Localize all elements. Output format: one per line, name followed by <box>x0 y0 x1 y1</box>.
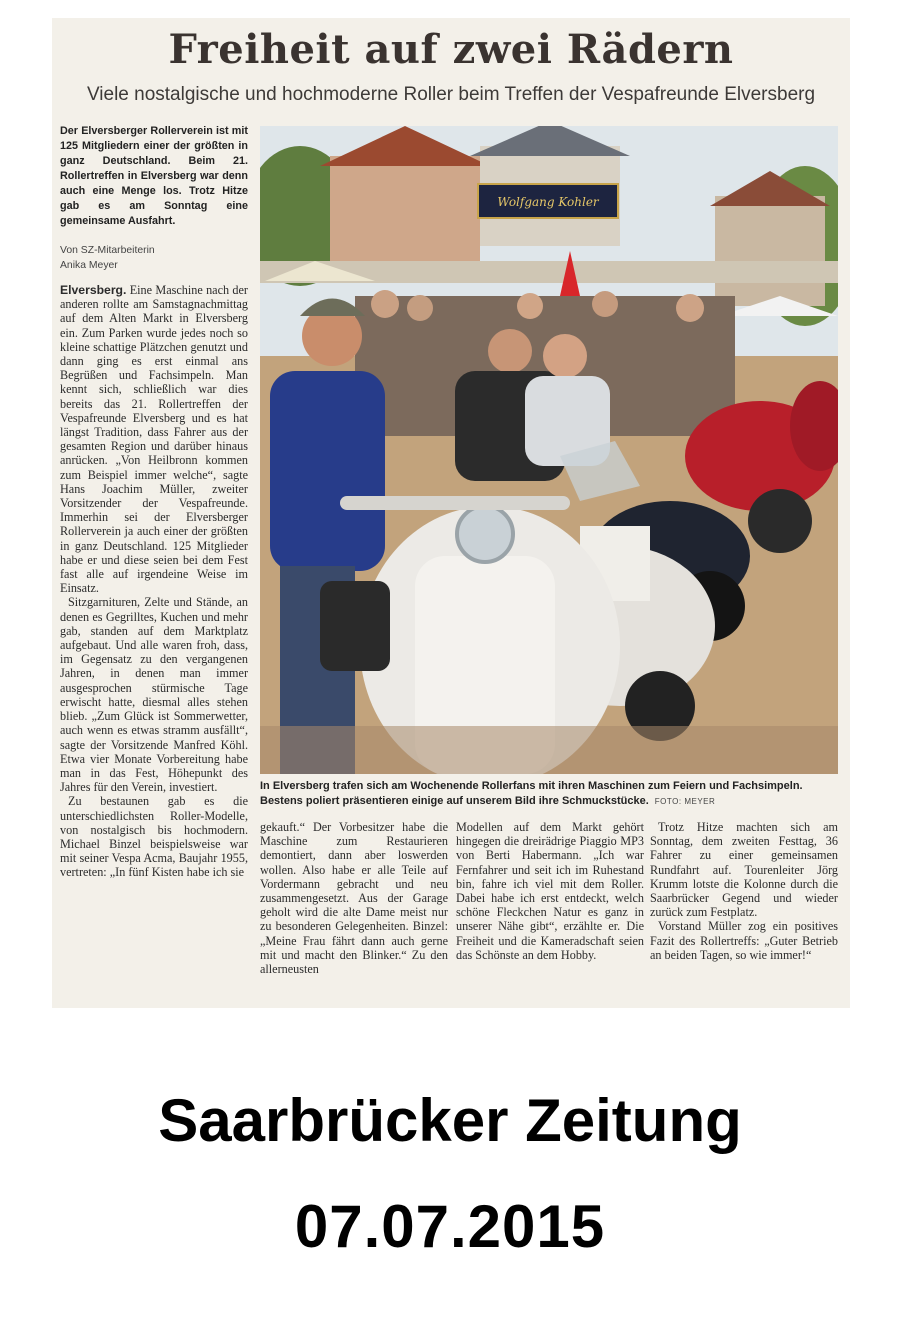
article-lead: Der Elversberger Rollerverein ist mit 125 Mitgliedern einer der größten in ganz Deutschland. Beim 21. Rollertreffen in Elversberg war denn auch eine Menge los. Trotz Hitze gab es am Sonntag eine gemeinsame Ausfahrt. <box>60 125 248 227</box>
photo-vespa-topcase <box>320 581 390 671</box>
photo-shadow <box>260 726 838 774</box>
photo-person-head <box>517 293 543 319</box>
photo-man-head <box>543 334 587 378</box>
photo-person-head <box>676 294 704 322</box>
photo-building-1 <box>330 156 480 266</box>
body-paragraph-col2: gekauft.“ Der Vorbesitzer habe die Maschine zum Restaurieren demontiert, dann aber loswerden wollen. Also habe er alle Teile auf Vordermann gebracht und neu zusammengesetzt. Aus der Garage geholt wird die alte Dame meist nur zu besonderen Gelegenheiten. Binzel: „Meine Frau fährt dann auch gerne mit und macht den Blinker.“ Zu den allerneusten <box>260 820 448 977</box>
dateline-place: Elversberg. <box>60 283 127 297</box>
body-paragraph-col4-2: Vorstand Müller zog ein positives Fazit des Rollertreffs: „Guter Betrieb an beiden Tagen, so wie immer!“ <box>650 919 838 962</box>
photo-vespa-handlebar <box>340 496 570 510</box>
photo-illustration <box>260 126 838 774</box>
photo-banner-text: Wolfgang Kohler <box>497 195 599 209</box>
article-column-4 <box>650 820 838 962</box>
article-subheadline: Viele nostalgische und hochmoderne Roller beim Treffen der Vespafreunde Elversberg <box>86 84 816 105</box>
photo-person-head <box>592 291 618 317</box>
body-paragraph-3: Zu bestaunen gab es die unterschiedlichsten Roller-Modelle, von nostalgisch bis hochmodern. Michael Binzel beispielsweise war mit seiner Vespa Acma, Baujahr 1955, vertreten: „In fünf Kisten habe ich sie <box>60 794 248 880</box>
photo-caption <box>260 779 840 809</box>
photo-vespa-headlight <box>457 506 513 562</box>
publication-date: 07.07.2015 <box>294 1193 606 1260</box>
photo-caption-text: In Elversberg trafen sich am Wochenende Rollerfans mit ihren Maschinen zum Feiern und Fachsimpeln. Bestens poliert präsentieren einige auf unserem Bild ihre Schmuckstücke. <box>260 780 803 807</box>
byline-line-1: Von SZ-Mitarbeiterin <box>60 245 155 256</box>
newspaper-name: Saarbrücker Zeitung <box>158 1087 742 1154</box>
article-column-1 <box>60 124 248 880</box>
photo-scooter-wheel <box>748 489 812 553</box>
byline-author: Anika Meyer <box>60 260 118 271</box>
photo-man-head <box>488 329 532 373</box>
body-paragraph-col3: Modellen auf dem Markt gehört hingegen die dreirädrige Piaggio MP3 von Berti Habermann. „Ich war Fernfahrer und seit ich im Ruhestand bin, fahre ich viel mit dem Roller. Dabei habe ich erst entdeckt, welch schöne Fleckchen Natur es ganz in unserer Nähe gibt“, erzählte er. Die Freiheit und die Kameradschaft seien das Schönste an dem Hobby. <box>456 820 644 962</box>
photo-man-left-shirt <box>270 371 385 571</box>
body-paragraph-1 <box>60 283 248 595</box>
photo-person-head <box>371 290 399 318</box>
article-column-3 <box>456 820 644 962</box>
body-paragraph-col4-1: Trotz Hitze machten sich am Sonntag, dem zweiten Festtag, 36 Fahrer zu einer gemeinsamen Rundfahrt auf. Tourenleiter Jörg Krumm lotste die Kolonne durch die Saarbrücker Gegend und wieder zurück zum Festplatz. <box>650 820 838 920</box>
photo-building-3 <box>715 196 825 306</box>
article-headline: Freiheit auf zwei Rädern <box>168 26 734 73</box>
photo-person-head <box>407 295 433 321</box>
article-byline <box>60 243 248 273</box>
body-paragraph-1-text: Eine Maschine nach der anderen rollte am Samstagnachmittag auf dem Alten Markt in Elversberg ein. Zum Parken wurde jedes noch so kleine schattige Plätzchen genutzt und dann ging es erst einmal ans Begrüßen und Fachsimpeln. Man kennt sich, schließlich war dies bereits das 21. Rollertreffen der Vespafreunde Elversberg und es hat längst Tradition, dass Fahrer aus der gesamten Region und darüber hinaus anrücken. „Von Heilbronn kommen zum Beispiel immer welche“, sagte Hans Joachim Müller, zweiter Vorsitzender der Vespafreunde. Immerhin sei der Elversberger Rollerverein ja auch einer der größten in ganz Deutschland. 125 Mitglieder habe er und diese seien bei dem Fest fast alle auf irgendeine Weise im Einsatz. <box>60 283 248 596</box>
article-column-2 <box>260 820 448 976</box>
body-paragraph-2: Sitzgarnituren, Zelte und Stände, an denen es Gegrilltes, Kuchen und mehr gab, standen auf dem Marktplatz aufgebaut. Und alle waren froh, dass, im Gegensatz zu den vergangenen Jahren, in denen man immer ausgesprochen stürmische Tage erwischt hatte, diesmal alles stehen blieb. „Zum Glück ist Sommerwetter, auch wenn es etwas stramm ausfällt“, sagte der Vorsitzende Manfred Köhl. Etwa vier Monate Vorbereitung habe man in das Fest, Höhepunkt des Jahres für den Verein, investiert. <box>60 595 248 795</box>
photo-credit: FOTO: MEYER <box>654 797 716 806</box>
newspaper-clipping <box>52 18 850 1008</box>
article-photo <box>260 126 838 774</box>
